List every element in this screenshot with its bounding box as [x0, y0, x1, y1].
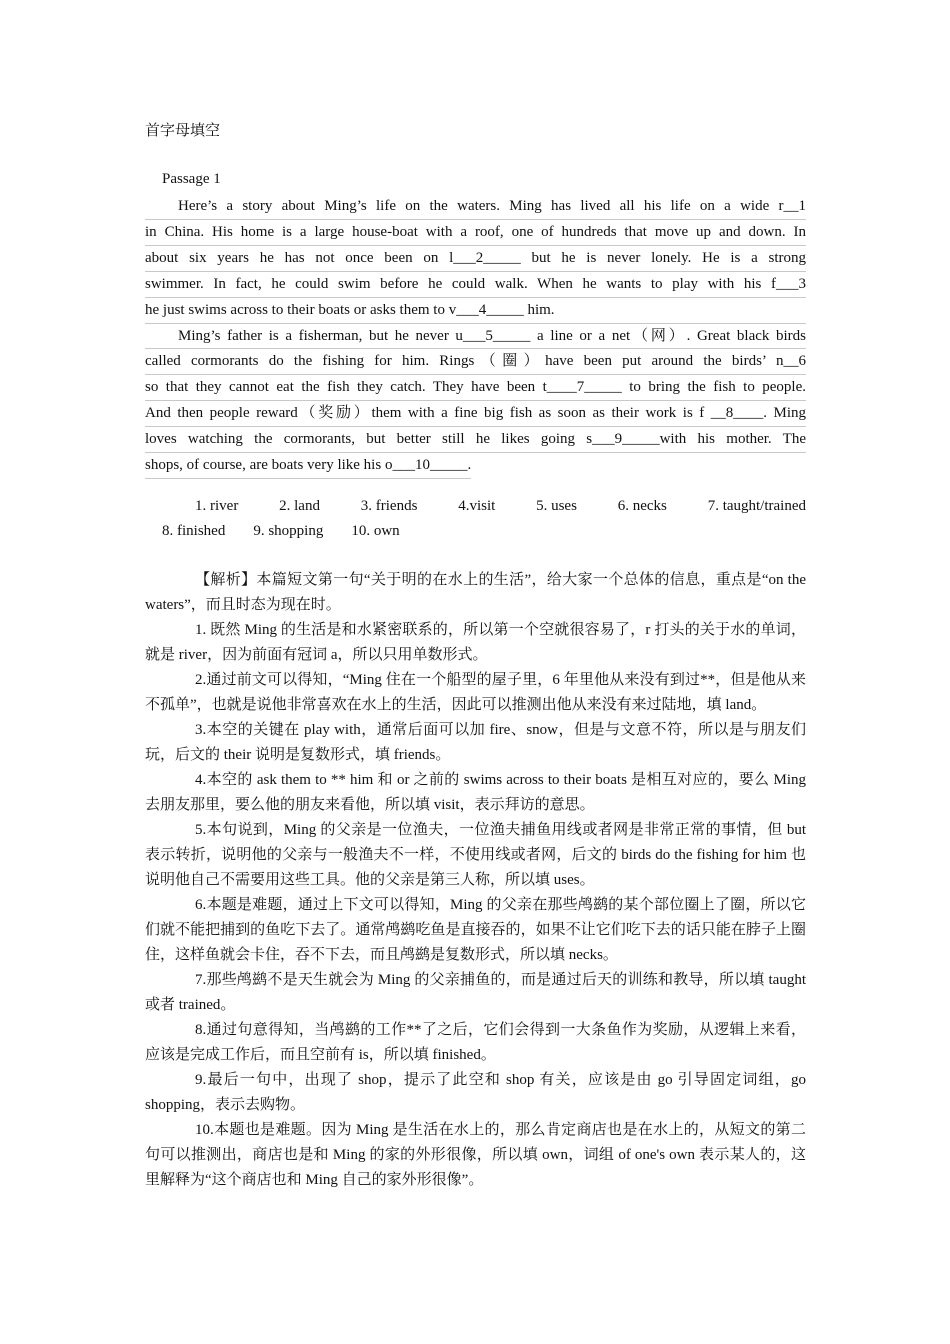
analysis-paragraph: 2.通过前文可以得知，“Ming 住在一个船型的屋子里，6 年里他从来没有到过**，但是他从来不孤单”，也就是说他非常喜欢在水上的生活，因此可以推测出他从来没有来过陆地，填 land。 — [145, 672, 806, 713]
passage-line: so that they cannot eat the fish they catch. They have been t____7_____ to bring the fish to people. — [145, 375, 806, 401]
analysis-paragraph: 3.本空的关键在 play with，通常后面可以加 fire、snow，但是与文意不符，所以是与朋友们玩，后文的 their 说明是复数形式，填 friends。 — [145, 722, 806, 763]
passage-line: in China. His home is a large house-boat with a roof, one of hundreds that move up and down. In — [145, 220, 806, 246]
passage-line: shops, of course, are boats very like his o___10_____. — [145, 453, 471, 479]
analysis-paragraph: 【解析】本篇短文第一句“关于明的在水上的生活”，给大家一个总体的信息，重点是“on the waters”，而且时态为现在时。 — [145, 572, 806, 613]
answer-row — [145, 494, 806, 519]
passage-line: he just swims across to their boats or asks them to v___4_____ him. — [145, 298, 806, 324]
passage-line: Here’s a story about Ming’s life on the waters. Ming has lived all his life on a wide r__1 — [145, 194, 806, 220]
answer-item: 7. taught/trained — [707, 498, 806, 514]
passage-text — [145, 194, 806, 479]
analysis-paragraph: 4.本空的 ask them to ** him 和 or 之前的 swims across to their boats 是相互对应的，要么 Ming 去朋友那里，要么他的朋友来看他，所以填 visit，表示拜访的意思。 — [145, 772, 806, 813]
analysis-paragraph: 5.本句说到，Ming 的父亲是一位渔夫，一位渔夫捕鱼用线或者网是非常正常的事情，但 but 表示转折，说明他的父亲与一般渔夫不一样，不使用线或者网，后文的 birds do the fishing for him 也说明他自己不需要用这些工具。他的父亲是第三人称，所以填 uses。 — [145, 822, 806, 888]
answer-item: 5. uses — [536, 498, 577, 514]
passage-line: And then people reward（奖励）them with a fine big fish as soon as their work is f __8____. Ming — [145, 401, 806, 427]
answer-item: 9. shopping — [253, 523, 324, 539]
analysis-paragraph: 6.本题是难题，通过上下文可以得知，Ming 的父亲在那些鸬鹚的某个部位圈上了圈，所以它们就不能把捕到的鱼吃下去了。通常鸬鹚吃鱼是直接吞的，如果不让它们吃下去的话只能在脖子上圈住，这样鱼就会卡住，吞不下去，而且鸬鹚是复数形式，所以填 necks。 — [145, 897, 806, 963]
analysis-paragraph: 10.本题也是难题。因为 Ming 是生活在水上的，那么肯定商店也是在水上的，从短文的第二句可以推测出，商店也是和 Ming 的家的外形很像，所以填 own，词组 of one's own 表示某人的，这里解释为“这个商店也和 Ming 自己的家外形很像”。 — [145, 1122, 806, 1188]
analysis-section — [145, 568, 806, 1193]
passage-line: swimmer. In fact, he could swim before he could walk. When he wants to play with his f___3 — [145, 272, 806, 298]
answer-item: 8. finished — [162, 523, 226, 539]
answer-item: 6. necks — [617, 498, 667, 514]
passage-line: called cormorants do the fishing for him. Rings（圈）have been put around the birds’ n__6 — [145, 349, 806, 375]
analysis-paragraph: 9.最后一句中，出现了 shop，提示了此空和 shop 有关，应该是由 go 引导固定词组，go shopping，表示去购物。 — [145, 1072, 806, 1113]
analysis-paragraph: 1. 既然 Ming 的生活是和水紧密联系的，所以第一个空就很容易了，r 打头的关于水的单词，就是 river，因为前面有冠词 a，所以只用单数形式。 — [145, 622, 806, 663]
page-title: 首字母填空 — [145, 123, 221, 139]
answer-key — [145, 494, 806, 544]
passage-line: loves watching the cormorants, but better still he likes going s___9_____with his mother. The — [145, 427, 806, 453]
passage-line: Ming’s father is a fisherman, but he never u___5_____ a line or a net（网）. Great black birds — [145, 324, 806, 350]
answer-item: 4.visit — [458, 498, 496, 514]
answer-item: 2. land — [279, 498, 320, 514]
answer-item: 10. own — [351, 523, 400, 539]
passage-label: Passage 1 — [162, 171, 221, 187]
analysis-paragraph: 7.那些鸬鹚不是天生就会为 Ming 的父亲捕鱼的，而是通过后天的训练和教导，所以填 taught 或者 trained。 — [145, 972, 806, 1013]
answer-item: 1. river — [195, 498, 239, 514]
analysis-paragraph: 8.通过句意得知，当鸬鹚的工作**了之后，它们会得到一大条鱼作为奖励，从逻辑上来看，应该是完成工作后，而且空前有 is，所以填 finished。 — [145, 1022, 806, 1063]
passage-line: about six years he has not once been on l___2_____ but he is never lonely. He is a strong — [145, 246, 806, 272]
answer-item: 3. friends — [360, 498, 418, 514]
answer-row — [145, 519, 806, 544]
